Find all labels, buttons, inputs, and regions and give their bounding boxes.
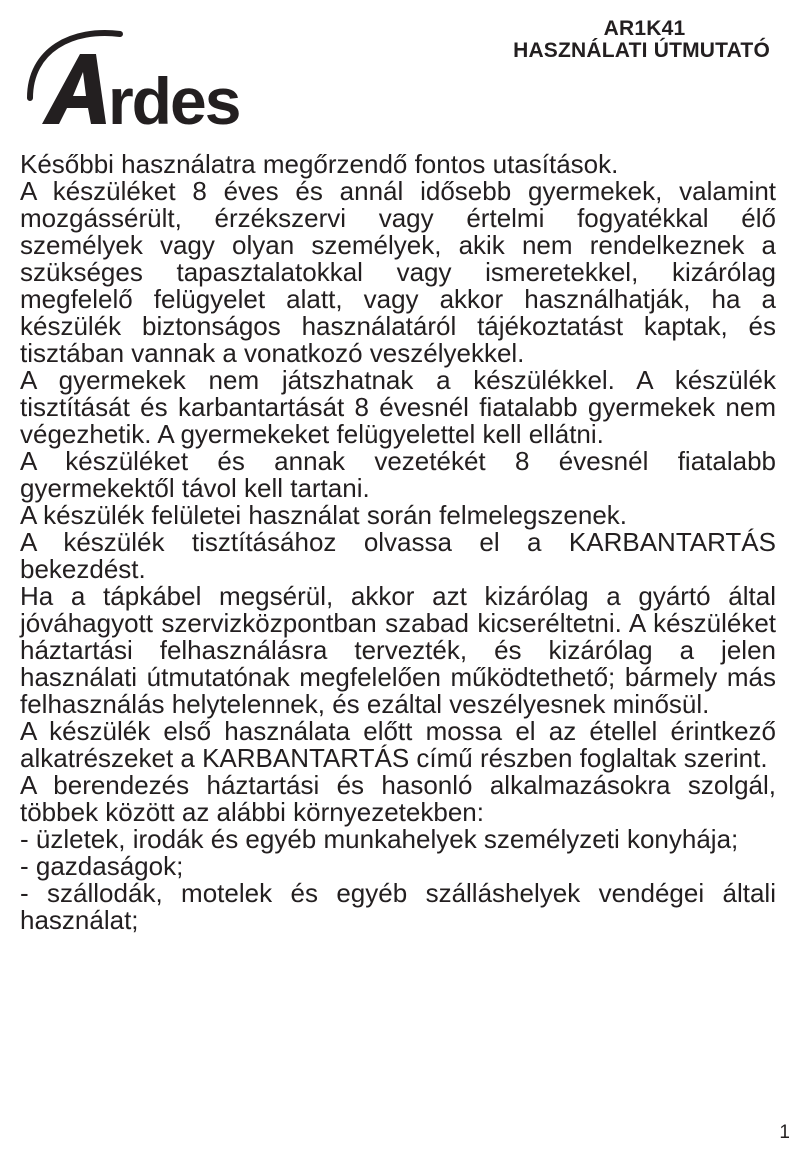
paragraph-important-notice: Későbbi használatra megőrzendő fontos utasítások. xyxy=(20,149,619,179)
list-item-hotels: - szállodák, motelek és egyéb szálláshelyek vendégei általi használat; xyxy=(20,878,776,935)
logo-letter-a xyxy=(42,54,106,124)
paragraph-supervision: A készüléket 8 éves és annál idősebb gyermekek, valamint mozgássérült, érzékszervi vagy értelmi fogyatékkal élő személyek vagy olyan személyek, akik nem rendelkeznek a szükséges tapasztalatokkal vagy ismeretekkel, kizárólag megfelelő felügyelet alatt, vagy akkor használhatják, ha a készülék biztonságos használatáról tájékoztatást kaptak, és tisztában vannak a vonatkozó veszélyekkel. xyxy=(20,176,776,368)
paragraph-intended-use: A berendezés háztartási és hasonló alkalmazásokra szolgál, többek között az alábbi környezetekben: xyxy=(20,770,776,827)
page-number: 1 xyxy=(779,1122,790,1143)
paragraph-power-cable: Ha a tápkábel megsérül, akkor azt kizárólag a gyártó által jóváhagyott szervizközpontban szabad kicseréltetni. A készüléket háztartási felhasználásra tervezték, és kizárólag a jelen használati útmutatónak megfelelően működtethető; bármely más felhasználás helytelennek, és ezáltal veszélyesnek minősül. xyxy=(20,581,776,719)
paragraph-cleaning: A készülék tisztításához olvassa el a KARBANTARTÁS bekezdést. xyxy=(20,527,776,584)
paragraph-first-use: A készülék első használata előtt mossa el az étellel érintkező alkatrészeket a KARBANTARTÁS című részben foglaltak szerint. xyxy=(20,716,776,773)
paragraph-children: A gyermekek nem játszhatnak a készülékkel. A készülék tisztítását és karbantartását 8 évesnél fiatalabb gyermekek nem végezhetik. A gyermekeket felügyelettel kell ellátni. xyxy=(20,365,776,449)
model-number: AR1K41 xyxy=(603,17,686,40)
paragraph-hot-surfaces: A készülék felületei használat során felmelegszenek. xyxy=(20,500,628,530)
brand-logo xyxy=(22,28,282,138)
list-item-shops-offices: - üzletek, irodák és egyéb munkahelyek személyzeti konyhája; xyxy=(20,824,739,854)
paragraph-cable: A készüléket és annak vezetékét 8 évesnél fiatalabb gyermekektől távol kell tartani. xyxy=(20,446,776,503)
document-header xyxy=(513,18,770,62)
instructions-body xyxy=(20,151,776,934)
ardes-logo-mark xyxy=(22,28,282,138)
manual-title: HASZNÁLATI ÚTMUTATÓ xyxy=(513,39,770,62)
list-item-farms: - gazdaságok; xyxy=(20,851,184,881)
logo-wordmark: rdes xyxy=(108,64,240,138)
